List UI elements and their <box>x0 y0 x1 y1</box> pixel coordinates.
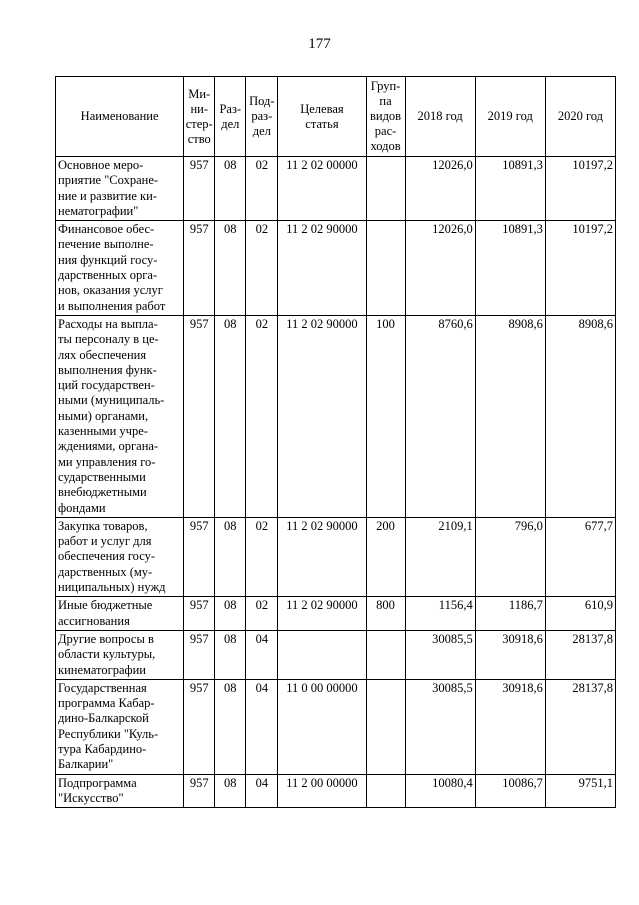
cell-2020: 10197,2 <box>545 221 615 316</box>
cell-2019: 1186,7 <box>475 597 545 631</box>
cell-group <box>366 630 405 679</box>
table-row <box>56 597 616 631</box>
cell-target: 11 2 00 00000 <box>278 774 366 808</box>
cell-section: 08 <box>215 517 246 596</box>
cell-2020: 677,7 <box>545 517 615 596</box>
cell-subsection: 04 <box>246 774 278 808</box>
table-row <box>56 630 616 679</box>
cell-name: Закупка товаров, работ и услуг для обеспечения госу- дарственных (му- ниципальных) нужд <box>56 517 184 596</box>
cell-group <box>366 221 405 316</box>
cell-section: 08 <box>215 157 246 221</box>
cell-2018: 12026,0 <box>405 221 475 316</box>
header-2019: 2019 год <box>475 77 545 157</box>
cell-2018: 1156,4 <box>405 597 475 631</box>
table-body <box>56 157 616 808</box>
cell-section: 08 <box>215 630 246 679</box>
cell-group: 200 <box>366 517 405 596</box>
cell-target: 11 2 02 90000 <box>278 597 366 631</box>
cell-2019: 30918,6 <box>475 630 545 679</box>
cell-ministry: 957 <box>184 679 215 774</box>
cell-name: Расходы на выпла- ты персоналу в це- лях обеспечения выполнения функ- ций государствен- ными (муниципаль- ными) органами, казенными учре- ждениями, органа- ми управления го- сударственными внебюджетными фондами <box>56 315 184 517</box>
cell-target: 11 2 02 90000 <box>278 221 366 316</box>
cell-target: 11 0 00 00000 <box>278 679 366 774</box>
cell-target: 11 2 02 00000 <box>278 157 366 221</box>
cell-ministry: 957 <box>184 597 215 631</box>
cell-2020: 10197,2 <box>545 157 615 221</box>
cell-2018: 8760,6 <box>405 315 475 517</box>
cell-ministry: 957 <box>184 774 215 808</box>
table-row <box>56 774 616 808</box>
cell-ministry: 957 <box>184 221 215 316</box>
cell-target: 11 2 02 90000 <box>278 315 366 517</box>
cell-ministry: 957 <box>184 630 215 679</box>
header-2020: 2020 год <box>545 77 615 157</box>
cell-2019: 796,0 <box>475 517 545 596</box>
table-row <box>56 157 616 221</box>
table-row <box>56 315 616 517</box>
cell-subsection: 02 <box>246 315 278 517</box>
cell-2018: 30085,5 <box>405 630 475 679</box>
header-subsection: Под- раз- дел <box>246 77 278 157</box>
cell-section: 08 <box>215 315 246 517</box>
budget-table <box>55 76 616 808</box>
cell-2018: 2109,1 <box>405 517 475 596</box>
cell-subsection: 02 <box>246 157 278 221</box>
cell-target: 11 2 02 90000 <box>278 517 366 596</box>
cell-name: Другие вопросы в области культуры, кинематографии <box>56 630 184 679</box>
cell-2019: 10086,7 <box>475 774 545 808</box>
cell-section: 08 <box>215 221 246 316</box>
cell-2020: 9751,1 <box>545 774 615 808</box>
cell-2020: 28137,8 <box>545 630 615 679</box>
header-name: Наименование <box>56 77 184 157</box>
cell-name: Финансовое обес- печение выполне- ния функций госу- дарственных орга- нов, оказания услуг и выполнения работ <box>56 221 184 316</box>
table-row <box>56 221 616 316</box>
cell-subsection: 04 <box>246 630 278 679</box>
table-row <box>56 517 616 596</box>
cell-section: 08 <box>215 774 246 808</box>
cell-group <box>366 157 405 221</box>
cell-group <box>366 774 405 808</box>
cell-section: 08 <box>215 679 246 774</box>
table-row <box>56 679 616 774</box>
page-number: 177 <box>308 36 331 52</box>
cell-2020: 28137,8 <box>545 679 615 774</box>
cell-group: 800 <box>366 597 405 631</box>
header-group: Груп- па видов рас- ходов <box>366 77 405 157</box>
cell-2019: 10891,3 <box>475 157 545 221</box>
cell-subsection: 02 <box>246 221 278 316</box>
header-ministry: Ми- ни- стер- ство <box>184 77 215 157</box>
cell-section: 08 <box>215 597 246 631</box>
cell-2019: 10891,3 <box>475 221 545 316</box>
cell-2018: 10080,4 <box>405 774 475 808</box>
cell-2018: 30085,5 <box>405 679 475 774</box>
cell-subsection: 02 <box>246 597 278 631</box>
cell-2020: 610,9 <box>545 597 615 631</box>
cell-name: Основное меро- приятие "Сохране- ние и развитие ки- нематографии" <box>56 157 184 221</box>
cell-group <box>366 679 405 774</box>
cell-subsection: 02 <box>246 517 278 596</box>
cell-group: 100 <box>366 315 405 517</box>
header-target: Целевая статья <box>278 77 366 157</box>
cell-ministry: 957 <box>184 517 215 596</box>
table-header-row <box>56 77 616 157</box>
cell-2020: 8908,6 <box>545 315 615 517</box>
cell-2019: 8908,6 <box>475 315 545 517</box>
cell-2019: 30918,6 <box>475 679 545 774</box>
cell-ministry: 957 <box>184 157 215 221</box>
cell-name: Подпрограмма "Искусство" <box>56 774 184 808</box>
cell-2018: 12026,0 <box>405 157 475 221</box>
cell-name: Государственная программа Кабар- дино-Балкарской Республики "Куль- тура Кабардино- Балкарии" <box>56 679 184 774</box>
cell-ministry: 957 <box>184 315 215 517</box>
cell-target <box>278 630 366 679</box>
cell-name: Иные бюджетные ассигнования <box>56 597 184 631</box>
cell-subsection: 04 <box>246 679 278 774</box>
header-section: Раз- дел <box>215 77 246 157</box>
header-2018: 2018 год <box>405 77 475 157</box>
